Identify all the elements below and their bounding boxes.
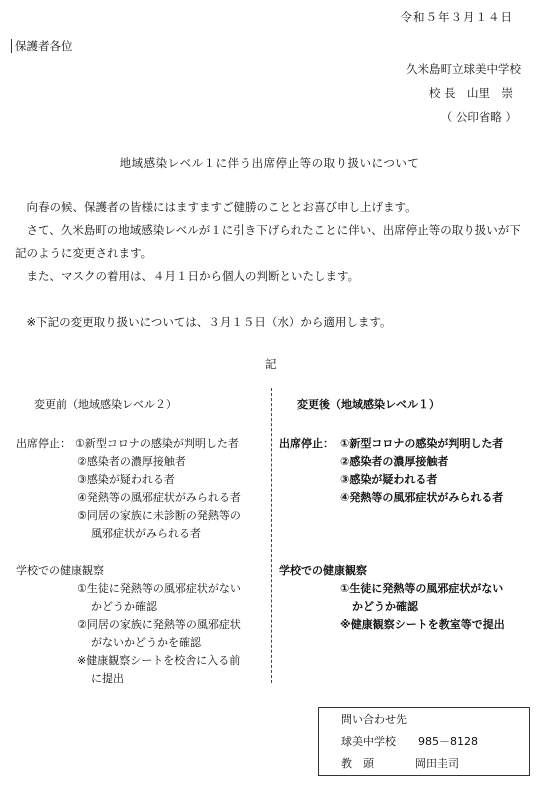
after-health-label: 学校での健康観察	[279, 564, 367, 577]
contact-box	[318, 707, 530, 776]
mask-paragraph: また、マスクの着用は、４月１日から個人の判断といたします。	[26, 269, 360, 283]
after-attendance-label: 出席停止：	[279, 437, 334, 450]
after-health-item: ①生徒に発熱等の風邪症状がない	[340, 582, 504, 595]
before-attendance-item: ⑤同居の家族に未診断の発熱等の	[77, 509, 241, 522]
before-attendance-label: 出席停止：	[16, 437, 71, 450]
contact-heading: 問い合わせ先	[341, 713, 407, 726]
before-health-item: ※健康観察シートを校舎に入る前	[77, 654, 241, 667]
before-health-item: がないかどうかを確認	[91, 636, 201, 649]
before-attendance-item: ②感染者の濃厚接触者	[77, 455, 186, 468]
document-date: 令和５年３月１４日	[400, 10, 513, 24]
ki-label: 記	[265, 357, 277, 371]
contact-school-phone: 球美中学校 985－8128	[341, 735, 478, 748]
before-health-item: かどうか確認	[91, 600, 157, 613]
contact-role: 教 頭	[341, 757, 374, 770]
document-title: 地域感染レベル１に伴う出席停止等の取り扱いについて	[119, 156, 420, 170]
before-attendance-item: 風邪症状がみられる者	[91, 527, 201, 540]
contact-name: 岡田圭司	[415, 757, 459, 770]
after-attendance-item: ①新型コロナの感染が判明した者	[340, 437, 504, 450]
addressee: 保護者各位	[11, 39, 73, 53]
before-health-item: ①生徒に発熱等の風邪症状がない	[77, 582, 241, 595]
after-attendance-item: ④発熱等の風邪症状がみられる者	[340, 491, 504, 504]
before-health-label: 学校での健康観察	[16, 564, 104, 577]
seal-omitted-note: （ 公印省略 ）	[440, 110, 517, 124]
before-health-item: に提出	[91, 672, 124, 685]
greeting-paragraph: 向春の候、保護者の皆様にはますますご健勝のこととお喜び申し上げます。	[26, 200, 417, 214]
after-attendance-item: ③感染が疑われる者	[340, 473, 438, 486]
column-divider	[271, 388, 272, 683]
change-paragraph: さて、久米島町の地域感染レベルが１に引き下げられたことに伴い、出席停止等の取り扱いが下記のように変更されます。	[15, 223, 521, 260]
issuer-school: 久米島町立球美中学校	[406, 62, 521, 76]
after-health-item: かどうか確認	[352, 600, 418, 613]
before-attendance-item: ③感染が疑われる者	[77, 473, 175, 486]
before-health-item: ②同居の家族に発熱等の風邪症状	[77, 618, 241, 631]
issuer-principal: 校 長 山里 崇	[428, 86, 513, 100]
before-attendance-item: ①新型コロナの感染が判明した者	[75, 437, 239, 450]
after-heading: 変更後（地域感染レベル１）	[297, 398, 440, 411]
effective-date-notice: ※下記の変更取り扱いについては、３月１５日（水）から適用します。	[26, 315, 392, 329]
after-attendance-item: ②感染者の濃厚接触者	[340, 455, 449, 468]
before-attendance-item: ④発熱等の風邪症状がみられる者	[77, 491, 241, 504]
after-health-item: ※健康観察シートを教室等で提出	[340, 618, 505, 631]
before-heading: 変更前（地域感染レベル２）	[34, 398, 177, 411]
